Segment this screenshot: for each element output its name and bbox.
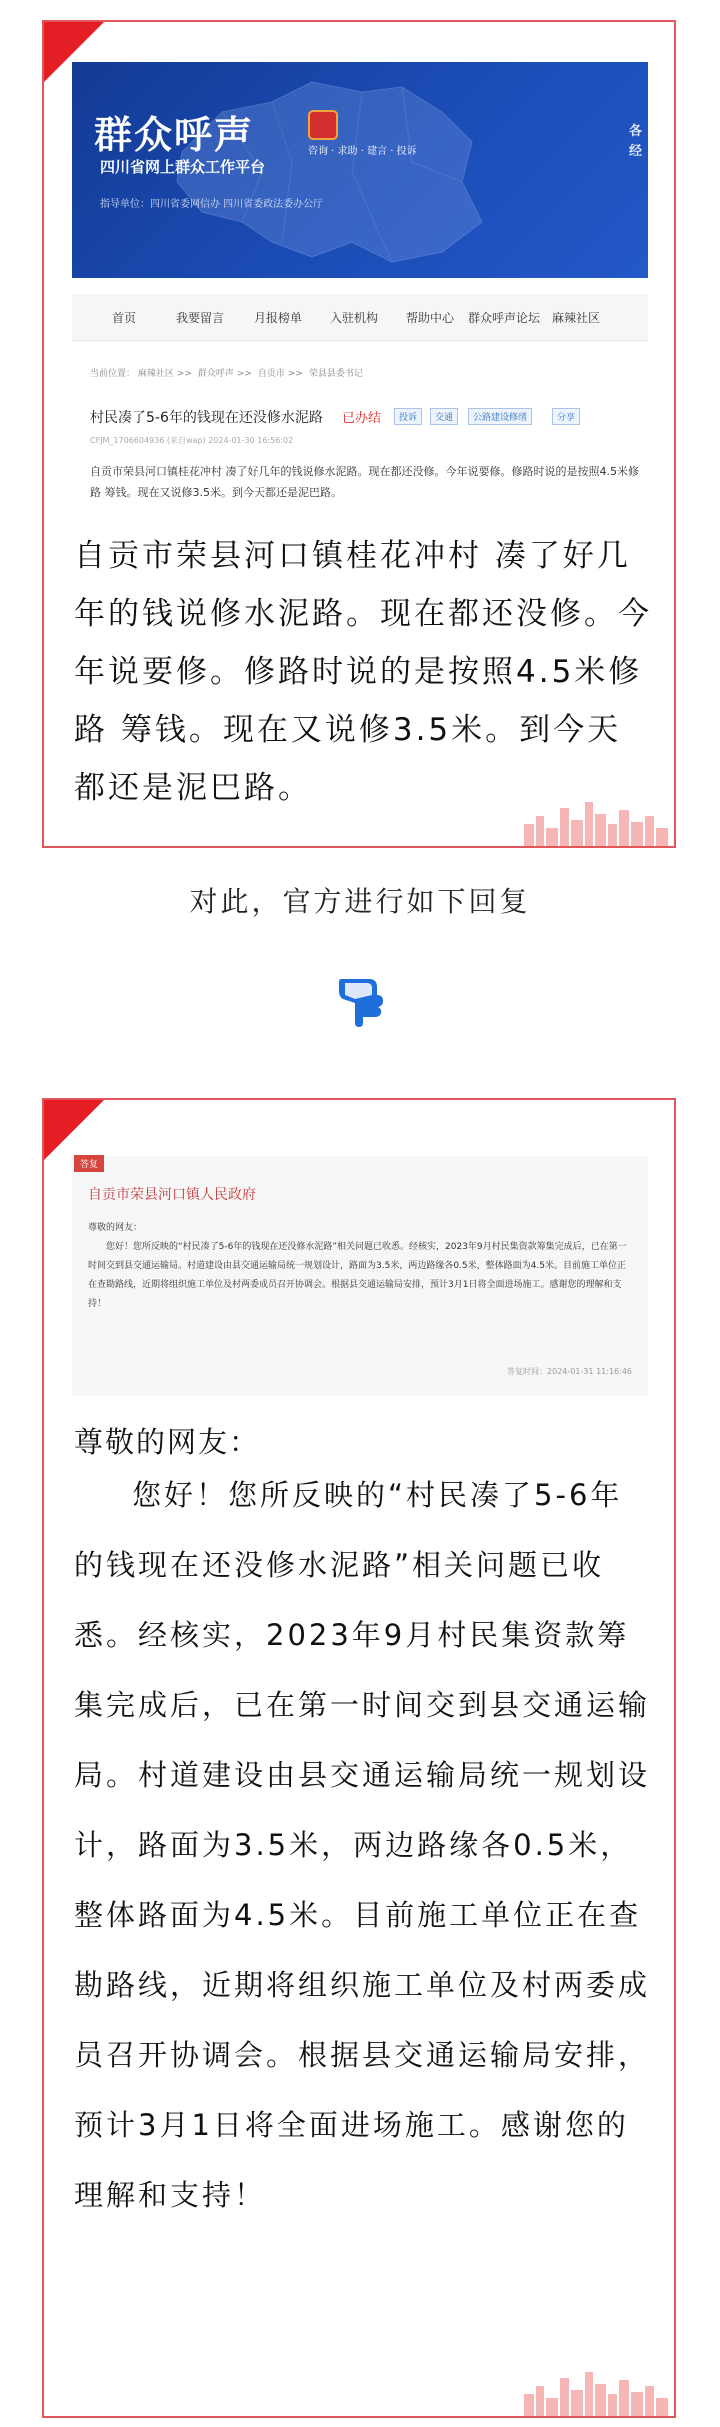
site-banner bbox=[72, 62, 648, 278]
reply-greeting-large: 尊敬的网友： bbox=[74, 1425, 261, 1459]
post-body-small: 自贡市荣县河口镇桂花冲村 凑了好几年的钱说修水泥路。现在都还没修。今年说要修。修路时说的是按照4.5米修路 筹钱。现在又说修3.5米。到今天都还是泥巴路。 bbox=[90, 465, 639, 499]
banner-subtitle: 四川省网上群众工作平台 bbox=[100, 158, 266, 176]
reply-badge: 答复 bbox=[74, 1155, 104, 1172]
nav-home[interactable]: 首页 bbox=[112, 311, 137, 325]
pointing-down-hand-icon bbox=[333, 973, 387, 1029]
nav-leave-message[interactable]: 我要留言 bbox=[176, 311, 225, 325]
post-card bbox=[42, 20, 676, 848]
breadcrumb-link[interactable]: 群众呼声 bbox=[197, 369, 234, 379]
reply-body-large: 您好！您所反映的“村民凑了5-6年的钱现在还没修水泥路”相关问题已收悉。经核实，2023年9月村民集资款筹集完成后，已在第一时间交到县交通运输局。村道建设由县交通运输局统一规划设计，路面为3.5米，两边路缘各0.5米，整体路面为4.5米。目前施工单位正在查勘路线，近期将组织施工单位及村两委成员召开协调会。根据县交通运输局安排，预计3月1日将全面进场施工。感谢您的理解和支持！ bbox=[74, 1478, 651, 2212]
reply-time: 答复时间：2024-01-31 11:16:46 bbox=[507, 1367, 632, 1376]
tag-road-construction[interactable]: 公路建设修缮 bbox=[468, 408, 532, 425]
banner-guide: 指导单位：四川省委网信办 四川省委政法委办公厅 bbox=[100, 199, 324, 210]
tag-traffic[interactable]: 交通 bbox=[430, 408, 458, 425]
reply-intro: 对此，官方进行如下回复 bbox=[189, 885, 531, 918]
breadcrumb-link[interactable]: 荣县县委书记 bbox=[308, 369, 363, 379]
reply-body-small: 您好！您所反映的“村民凑了5-6年的钱现在还没修水泥路”相关问题已收悉。经核实，2023年9月村民集资款筹集完成后，已在第一时间交到县交通运输局。村道建设由县交通运输局统一规划设计，路面为3.5米，两边路缘各0.5米，整体路面为4.5米。目前施工单位正在查勘路线，近期将组织施工单位及村两委成员召开协调会。根据县交通运输局安排，预计3月1日将全面进场施工。感谢您的理解和支持！ bbox=[88, 1242, 627, 1309]
breadcrumb: 当前位置： 麻辣社区 >> 群众呼声 >> 自贡市 >> 荣县县委书记 bbox=[90, 369, 363, 379]
reply-screenshot bbox=[72, 1156, 648, 1396]
share-button[interactable]: 分享 bbox=[552, 408, 580, 425]
city-skyline-icon bbox=[520, 794, 670, 846]
status-badge: 已办结 bbox=[342, 411, 382, 426]
nav-monthly-ranking[interactable]: 月报榜单 bbox=[254, 311, 303, 325]
reply-organization: 自贡市荣县河口镇人民政府 bbox=[88, 1187, 256, 1203]
post-title: 村民凑了5-6年的钱现在还没修水泥路 bbox=[90, 410, 323, 426]
corner-accent bbox=[44, 1100, 104, 1160]
reply-greeting-small: 尊敬的网友： bbox=[88, 1223, 143, 1233]
post-body-large: 自贡市荣县河口镇桂花冲村 凑了好几年的钱说修水泥路。现在都还没修。今年说要修。修路时说的是按照4.5米修路 筹钱。现在又说修3.5米。到今天都还是泥巴路。 bbox=[74, 538, 652, 806]
nav-help-center[interactable]: 帮助中心 bbox=[406, 311, 455, 325]
nav-forum[interactable]: 群众呼声论坛 bbox=[468, 311, 541, 325]
breadcrumb-link[interactable]: 麻辣社区 bbox=[137, 369, 174, 379]
breadcrumb-link[interactable]: 自贡市 bbox=[257, 369, 285, 379]
site-nav bbox=[72, 294, 648, 341]
banner-title: 群众呼声 bbox=[94, 112, 255, 157]
banner-right-text: 各 经 bbox=[628, 124, 642, 159]
banner-slogan: 咨询 · 求助 · 建言 · 投诉 bbox=[308, 146, 417, 157]
nav-institutions[interactable]: 入驻机构 bbox=[330, 311, 379, 325]
city-skyline-icon bbox=[520, 2364, 670, 2416]
mala-logo-icon bbox=[308, 110, 338, 140]
reply-card bbox=[42, 1098, 676, 2418]
nav-mala-community[interactable]: 麻辣社区 bbox=[552, 311, 601, 325]
tag-complaint[interactable]: 投诉 bbox=[394, 408, 422, 425]
post-screenshot bbox=[72, 62, 648, 517]
post-meta: CFJM_1706604936 (来自wap) 2024-01-30 16:56:02 bbox=[90, 436, 294, 445]
